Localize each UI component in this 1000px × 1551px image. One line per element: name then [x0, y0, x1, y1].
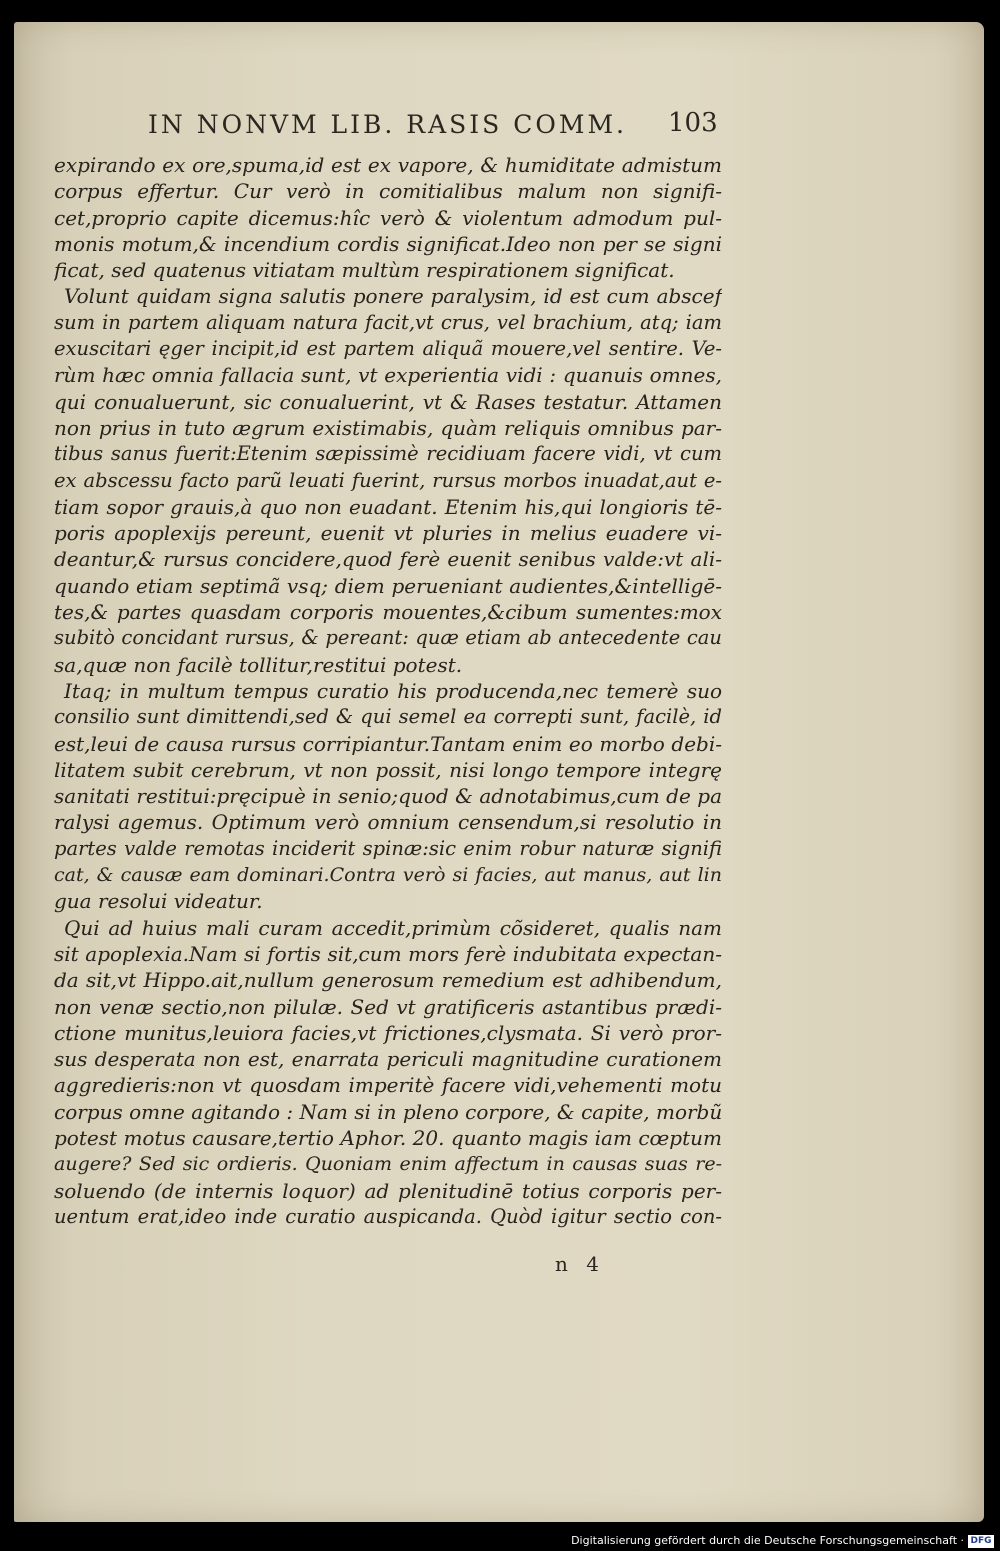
text-line: corpus omne agitando : Nam si in pleno corpore, & capite, morbũ: [54, 1099, 722, 1124]
text-line: soluendo (de internis loquor) ad plenitudinē totius corporis per-: [54, 1178, 722, 1203]
dfg-logo: DFG: [968, 1535, 994, 1548]
text-line: qui conualuerunt, sic conualuerint, vt & Rases testatur. Attamen: [54, 389, 722, 414]
text-line: cet,proprio capite dicemus:hîc verò & violentum admodum pul-: [54, 205, 722, 230]
text-line: deantur,& rursus concidere,quod ferè euenit senibus valde:vt ali-: [54, 547, 722, 572]
text-line: expirando ex ore,spuma,id est ex vapore, & humiditate admistum: [54, 153, 722, 177]
text-line: tiam sopor grauis,à quo non euadant. Etenim his,qui longioris tē-: [54, 494, 722, 519]
text-line: rùm hæc omnia fallacia sunt, vt experientia vidi : quanuis omnes,: [54, 363, 722, 388]
text-line: ctione munitus,leuiora facies,vt frictiones,clysmata. Si verò pror-: [54, 1020, 722, 1045]
text-line: litatem subit cerebrum, vt non possit, nisi longo tempore integrę: [54, 757, 722, 782]
text-line: partes valde remotas inciderit spinæ:sic enim robur naturæ signifi: [54, 836, 722, 860]
text-line: Volunt quidam signa salutis ponere paralysim, id est cum abscef: [64, 284, 722, 309]
text-line: gua resolui videatur.: [54, 889, 263, 914]
text-line: subitò concidant rursus, & pereant: quæ etiam ab antecedente cau: [54, 626, 722, 650]
text-line: Itaq; in multum tempus curatio his producenda,nec temerè suo: [64, 678, 722, 703]
text-line: corpus effertur. Cur verò in comitialibus malum non signifi-: [54, 179, 722, 204]
text-line: ralysi agemus. Optimum verò omnium censendum,si resolutio in: [54, 810, 722, 835]
signature-mark: n 4: [555, 1252, 605, 1276]
text-line: cat, & causæ eam dominari.Contra verò si facies, aut manus, aut lin: [54, 864, 722, 887]
text-line: non prius in tuto ægrum existimabis, quàm reliquis omnibus par-: [54, 415, 722, 440]
text-line: da sit,vt Hippo.ait,nullum generosum remedium est adhibendum,: [54, 968, 722, 993]
text-line: poris apoplexijs pereunt, euenit vt pluries in melius euadere vi-: [54, 521, 722, 546]
text-line: sa,quæ non facilè tollitur,restitui potest.: [54, 652, 463, 677]
text-line: exuscitari ęger incipit,id est partem aliquã mouere,vel sentire. Ve-: [54, 337, 722, 361]
page-number: 103: [668, 108, 718, 138]
text-line: tibus sanus fuerit:Etenim sæpissimè recidiuam facere vidi, vt cum: [54, 442, 722, 466]
text-line: consilio sunt dimittendi,sed & qui semel ea correpti sunt, facilè, id: [54, 705, 722, 729]
text-body: [54, 152, 722, 1230]
text-line: Qui ad huius mali curam accedit,primùm cõsideret, qualis nam: [64, 915, 722, 940]
text-line: tes,& partes quasdam corporis mouentes,&cibum sumentes:mox: [54, 600, 722, 625]
text-line: sus desperata non est, enarrata periculi magnitudine curationem: [54, 1047, 722, 1072]
text-line: augere? Sed sic ordieris. Quoniam enim affectum in causas suas re-: [54, 1153, 722, 1176]
text-line: aggredieris:non vt quosdam imperitè facere vidi,vehementi motu: [54, 1073, 722, 1098]
text-line: quando etiam septimã vsq; diem perueniant audientes,&intelligē-: [54, 573, 722, 598]
digitization-credit: Digitalisierung gefördert durch die Deutsche Forschungsgemeinschaft ·: [571, 1534, 964, 1547]
text-line: uentum erat,ideo inde curatio auspicanda. Quòd igitur sectio con-: [54, 1204, 722, 1228]
text-line: ex abscessu facto parũ leuati fuerint, rursus morbos inuadat,aut e-: [54, 468, 722, 492]
text-line: sit apoplexia.Nam si fortis sit,cum mors ferè indubitata expectan-: [54, 941, 722, 966]
text-line: monis motum,& incendium cordis significat.Ideo non per se signi: [54, 231, 722, 256]
text-line: non venæ sectio,non pilulæ. Sed vt gratificeris astantibus prædi-: [54, 994, 722, 1019]
text-line: est,leui de causa rursus corripiantur.Tantam enim eo morbo debi-: [54, 731, 722, 756]
text-line: potest motus causare,tertio Aphor. 20. quanto magis iam cœptum: [54, 1125, 722, 1150]
text-line: ficat, sed quatenus vitiatam multùm respirationem significat.: [54, 258, 675, 283]
running-head: IN NONVM LIB. RASIS COMM.: [148, 110, 628, 139]
text-line: sum in partem aliquam natura facit,vt crus, vel brachium, atq; iam: [54, 310, 722, 334]
text-line: sanitati restitui:pręcipuè in senio;quod & adnotabimus,cum de pa: [54, 784, 722, 809]
